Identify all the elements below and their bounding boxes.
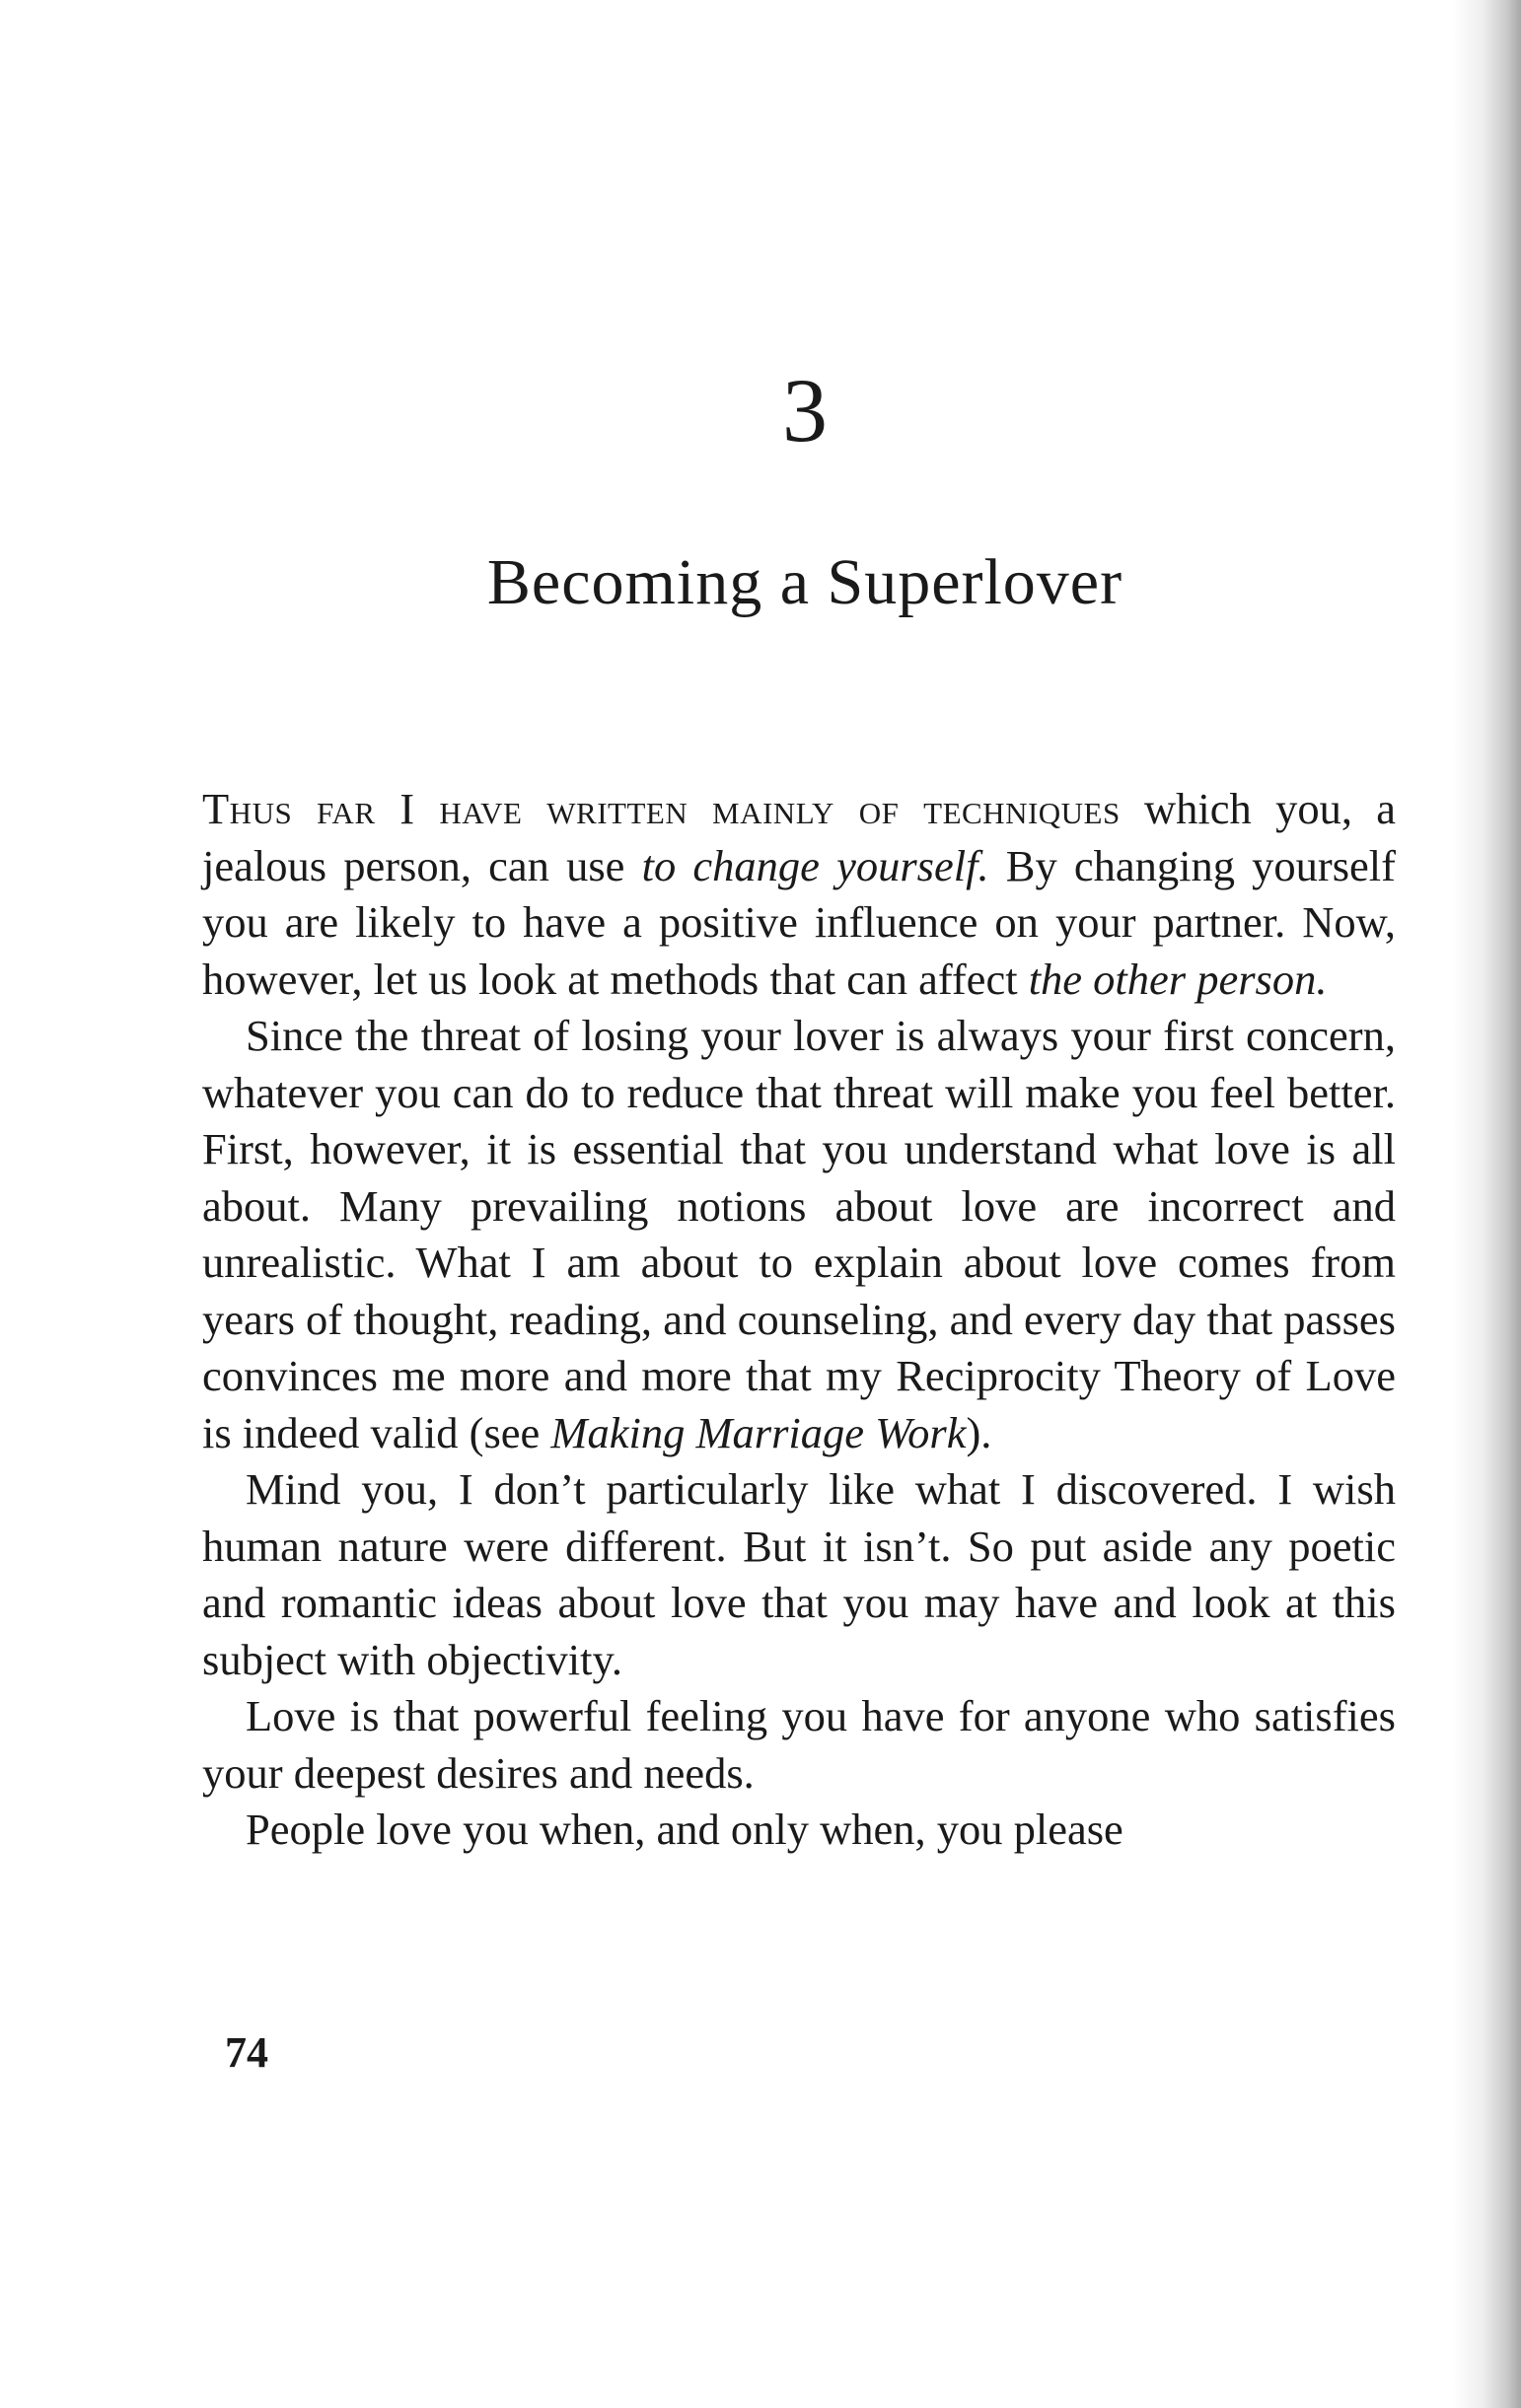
- book-title-reference: Making Marriage Work: [550, 1407, 967, 1457]
- paragraph-1: [202, 781, 1396, 1008]
- paragraph-4: [202, 1688, 1396, 1802]
- emphasis-text: the other person.: [1028, 954, 1328, 1004]
- paragraph-text: By changing yourself you are likely to have a positive influence on your partner. Now, however, let us look at methods that can affect: [202, 840, 1396, 1004]
- paragraph-text: which you, a jealous person, can use: [202, 784, 1396, 890]
- chapter-body: [202, 781, 1396, 1859]
- emphasis-text: to change yourself.: [641, 840, 989, 890]
- paragraph-lead-in: Thus far I have written mainly of techniques: [202, 784, 1121, 833]
- page-edge-shadow: [1452, 0, 1521, 2408]
- page-number: 74: [225, 2028, 268, 2077]
- chapter-title: Becoming a Superlover: [486, 546, 1123, 618]
- paragraph-3: [202, 1461, 1396, 1688]
- paragraph-text: People love you when, and only when, you please: [246, 1805, 1123, 1854]
- paragraph-text: Mind you, I don’t particularly like what I discovered. I wish human nature were different. But it isn’t. So put aside any poetic and romantic ideas about love that you may have and look at this subject with objectivity.: [202, 1464, 1396, 1684]
- paragraph-5: [202, 1802, 1396, 1859]
- paragraph-text: Love is that powerful feeling you have for anyone who satisfies your deepest desires and needs.: [202, 1691, 1396, 1798]
- paragraph-text: Since the threat of losing your lover is always your first concern, whatever you can do to reduce that threat will make you feel better. First, however, it is essential that you understand what love is all about. Many prevailing notions about love are incorrect and unrealistic. What I am about to explain about love comes from years of thought, reading, and counseling, and every day that passes convinces me more and more that my Reciprocity Theory of Love is indeed valid (see: [202, 1011, 1396, 1457]
- chapter-number: 3: [782, 360, 828, 460]
- paragraph-2: [202, 1008, 1396, 1461]
- paragraph-text: ).: [966, 1407, 992, 1457]
